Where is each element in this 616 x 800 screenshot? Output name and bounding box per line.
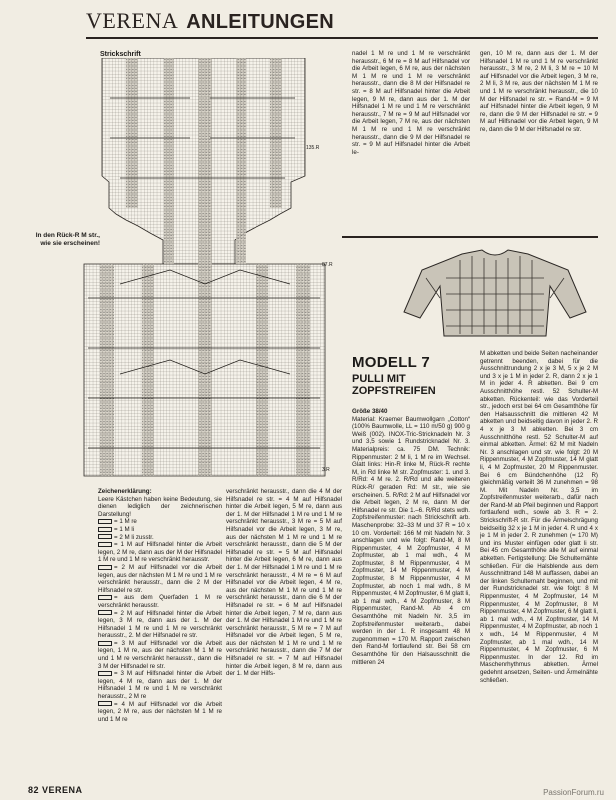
cable-symbol — [98, 542, 112, 547]
legend-item: = aus dem Querfaden 1 M re verschränkt herausstr. — [98, 594, 222, 609]
cable-symbol — [98, 610, 112, 615]
cable-symbol — [98, 701, 112, 706]
size-label: Größe 38/40 — [352, 408, 388, 415]
legend-intro: Leere Kästchen haben keine Bedeutung, sie dienen lediglich der zeichnerischen Darstellung! — [98, 495, 222, 518]
text-column-3-top — [352, 50, 470, 236]
header-rule — [86, 37, 598, 39]
text-column-3-bottom — [352, 408, 470, 780]
text-column-4-top — [480, 50, 598, 236]
text-column-4-bottom — [480, 350, 598, 780]
row-label-87: 87.R — [322, 262, 333, 268]
section-title: ANLEITUNGEN — [186, 11, 334, 33]
sweater-illustration — [400, 248, 590, 340]
cable-symbol — [98, 565, 112, 570]
instructions-text-2: M abketten und beide Seiten nacheinander getrennt beenden, dabei für die Ausschnittrundung 2 x je 3 M, 5 x je 2 M und 3 x je 1 M in jeder 2. R, dann 2 x je 1 M in jeder 4. R abketten. Bei 9 cm Ausschnitthöhe restl. 52 Schulter-M abketten. Rückenteil: wie das Vorderteil str., jedoch erst bei 64 cm Gesamthöhe für den Halsausschnitt die mittleren 42 M abketten und beidseitig davon in jeder 2. R 4 x je 3 M abketten. Bei 3 cm Ausschnitthöhe restl. 52 Schulter-M auf einmal abketten. Ärmel: 62 M mit Nadeln Nr. 3 anschlagen und str. wie folgt: 20 M Rippenmuster, 4 M Zopfmuster, 14 M glatt li, 4 M Zopfmuster, 20 M Rippenmuster. Bei 6 cm Bündchenhöhe (12 R) gleichmäßig verteilt 36 M zunehmen = 98 M. Mit Nadeln Nr. 3,5 im Zopfstreifenmuster weiterarb., dafür nach der Rand-M ab Pfeil beginnen und Rapport fortlaufend wdh., sowie ab 3. R = 2. Strickschrift-R str. Für die Ärmelschrägung beidseitig 32 x je 1 M in jeder 4. R und 4 x je 1 M in jeder 2. R zunehmen (= 170 M) und ins Muster einfügen oder glatt li str. Bei 45 cm Gesamthöhe alle M auf einmal abketten. Fertigstellung: Die Schulternähte schließen. Für die Halsblende aus dem Ausschnittrand 148 M auffassen, dabei an der linken Schulternaht beginnen, und mit der Rundstricknadel str. wie folgt: 8 M Rippenmuster, 4 M Zopfmuster, 14 M Rippenmuster, 4 M Zopfmuster, 8 M Rippenmuster, 4 M Zopfmuster, 6 M glatt li, ab 1 mal wdh., 4 M Zopfmuster, 14 M Rippenmuster, 4 M Zopfmuster, ab noch 1 x wdh., 14 M Rippenmuster, 4 M Zopfmuster, ab 1 mal wdh., 14 M Rippenmuster, 4 M Zopfmuster, 6 M Rippenmuster. In der 12. Rd im Maschenrhythmus abketten. Ärmel gedehnt ansetzen, Seiten- und Ärmelnähte schließen. — [480, 350, 598, 684]
purl-symbol — [98, 527, 112, 532]
legend-item: = 3 M auf Hilfsnadel hinter die Arbeit legen, 4 M re, dann aus der 1. M der Hilfsnadel 1 M re und 1 M re verschränkt herausstr., 2 M re — [98, 670, 222, 701]
legend-item: = 2 M li zusstr. — [98, 534, 222, 542]
row-label-3: 3.R — [322, 467, 330, 473]
legend-item: = 3 M auf Hilfsnadel vor die Arbeit legen, 1 M re, aus der nächsten M 1 M re und 1 M re verschränkt herausstr., dann die 3 M der Hilfsnadel re str. — [98, 639, 222, 670]
purl-decrease-symbol — [98, 534, 112, 539]
page-number: 82 VERENA — [28, 785, 83, 795]
legend-item: = 2 M auf Hilfsnadel vor die Arbeit legen, aus der nächsten M 1 M re und 1 M re verschränkt herausstr., dann die 2 M der Hilfsnadel re str. — [98, 563, 222, 594]
cable-symbol — [98, 671, 112, 676]
instructions-text: Material: Kraemer Baumwollgarn „Cotton“ (100% Baumwolle, LL = 110 m/50 g) 900 g Weiß (002). INOX-Tric-Stricknadeln Nr. 3 und 3,5 sowie 1 Rundstricknadel Nr. 3. Materialpreis: ca. 75 DM. Technik: Rippenmuster: 2 M li, 1 M re im Wechsel. Glatt links: Hin-R linke M, Rück-R rechte M, in Rd linke M str. Zopfmuster: 1. und 3. R/Rd: 4 M re. 2. R/Rd und alle weiteren Rück-R/ geraden Rd: M str., wie sie erscheinen. 5. R/Rd: 2 M auf Hilfsnadel vor die Arbeit legen, 2 M re, dann M der Hilfsnadel re str. Die 1.–6. R/Rd stets wdh. Zopfstreifenmuster: nach Strickschrift arb. Maschenprobe: 32–33 M und 37 R = 10 x 10 cm. Vorderteil: 166 M mit Nadeln Nr. 3 anschlagen und wie folgt: Rand-M, 8 M Rippenmuster, 4 M Zopfmuster, 4 M Zopfmuster, ab 1 mal wdh., 4 M Zopfmuster, 8 M Rippenmuster, 4 M Zopfmuster, 14 M Rippenmuster, 4 M Zopfmuster, 8 M Rippenmuster, 4 M Zopfmuster, ab noch 1 mal wdh., 8 M Rippenmuster, 4 M Zopfmuster, 6 M glatt li, ab 1 mal wdh., 4 M Zopfmuster, 8 M Rippenmuster, Rand-M. Ab 4 cm Gesamthöhe mit Nadeln Nr. 3,5 im Zopfstreifenmuster weiterarb., dabei werden in der 1. R insgesamt 48 M zugenommen = 170 M. Rapport zwischen den Rand-M fortlaufend str. Bei 58 cm Gesamthöhe für den Halsausschnitt die mittleren 24 — [352, 415, 470, 666]
row-label-135: 135.R — [306, 145, 320, 151]
legend-continued-text: verschränkt herausstr., dann die 4 M der Hilfsnadel re str. = 4 M auf Hilfsnadel hinter die Arbeit legen, 5 M re, dann aus der 1. M der Hilfsnadel 1 M re und 1 M re verschränkt herausstr., 3 M re = 5 M auf Hilfsnadel vor die Arbeit legen, 3 M re, aus der nächsten M 1 M re und 1 M re verschränkt herausstr., dann die 5 M der Hilfsnadel re str. = 5 M auf Hilfsnadel hinter die Arbeit legen, 6 M re, dann aus der 1. M der Hilfsnadel 1 M re und 1 M re verschränkt herausstr., 4 M re = 6 M auf Hilfsnadel vor die Arbeit legen, 4 M re, aus der nächsten M 1 M re und 1 M re verschränkt herausstr., dann die 6 M der Hilfsnadel re str. = 6 M auf Hilfsnadel hinter die Arbeit legen, 7 M re, dann aus der 1. M der Hilfsnadel 1 M re und 1 M re verschränkt herausstr., 5 M re = 7 M auf Hilfsnadel vor die Arbeit legen, 5 M re, aus der nächsten M 1 M re und 1 M re verschränkt herausstr., dann die 7 M der Hilfsnadel re str. = 7 M auf Hilfsnadel hinter die Arbeit legen, 8 M re, dann aus der 1. M der Hilfs- — [226, 488, 342, 678]
legend-item: = 4 M auf Hilfsnadel vor die Arbeit legen, 2 M re, aus der nächsten M 1 M re und 1 M re — [98, 700, 222, 723]
section-divider — [342, 236, 598, 238]
legend-item: = 1 M li — [98, 526, 222, 534]
brand-logo: VERENA — [86, 8, 179, 33]
cable-symbol — [98, 641, 112, 646]
cable-legend-text-2: gen, 10 M re, dann aus der 1. M der Hilfsnadel 1 M re und 1 M re verschränkt herausstr., 3 M re, 2 M li, 3 M re = 10 M auf Hilfsnadel vor die Arbeit legen, 3 M re, 2 M li, 3 M re, aus der nächsten M 1 M re und 1 M re verschränkt herausstr., die 10 M der Hilfsnadel re str. = Rand-M = 9 M auf Hilfsnadel hinter die Arbeit legen, 9 M re, dann die 9 M der Hilfsnadel re str. = 9 M auf Hilfsnadel vor die Arbeit legen, 9 M re, dann die 9 M der Hilfsnadel re str. — [480, 50, 598, 133]
knitting-chart — [80, 58, 330, 484]
cable-legend-text: nadel 1 M re und 1 M re verschränkt herausstr., 6 M re = 8 M auf Hilfsnadel vor die Arbeit legen, 6 M re, aus der nächsten M 1 M re und 1 M re verschränkt herausstr., dann die 8 M der Hilfsnadel re str. = 8 M auf Hilfsnadel hinter die Arbeit legen, 9 M re, dann aus der 1. M der Hilfsnadel 1 M re und 1 M re verschränkt herausstr., 7 M re = 9 M auf Hilfsnadel vor die Arbeit legen, 7 M re, aus der nächsten M 1 M re und 1 M re verschränkt herausstr., dann die 9 M der Hilfsnadel re str. = 9 M auf Hilfsnadel hinter die Arbeit le- — [352, 50, 470, 156]
increase-symbol — [98, 595, 112, 600]
watermark: PassionForum.ru — [543, 788, 604, 797]
model-subtitle: PULLI MIT ZOPFSTREIFEN — [352, 373, 436, 397]
legend-title: Zeichenerklärung: — [98, 488, 152, 495]
legend-item: = 1 M re — [98, 518, 222, 526]
legend-item: = 1 M auf Hilfsnadel hinter die Arbeit legen, 2 M re, dann aus der M der Hilfsnadel 1 M re und 1 M re verschränkt herausstr. — [98, 541, 222, 564]
page-header — [86, 8, 334, 36]
legend-column-2 — [226, 488, 342, 780]
legend-column — [98, 488, 222, 780]
chart-side-note: In den Rück-R M str., wie sie erscheinen! — [35, 232, 100, 247]
chart-title: Strickschrift — [100, 51, 141, 58]
legend-item: = 2 M auf Hilfsnadel hinter die Arbeit legen, 3 M re, dann aus der 1. M der Hilfsnadel 1 M re und 1 M re verschränkt herausstr., 2. M der Hilfsnadel re str. — [98, 609, 222, 640]
knit-symbol — [98, 519, 112, 524]
model-title: MODELL 7 — [352, 354, 430, 371]
